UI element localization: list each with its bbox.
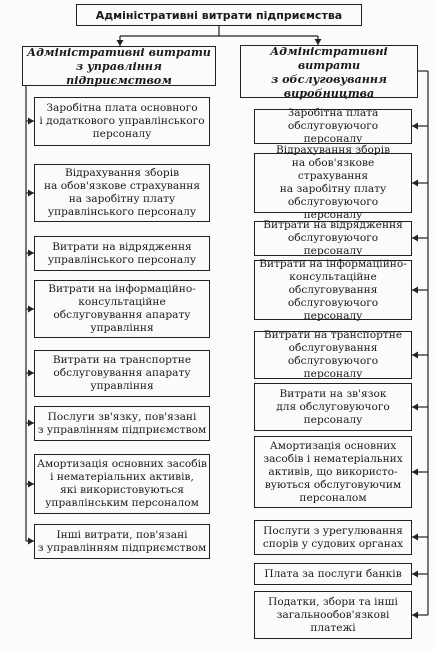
left-item-6: Послуги зв'язку, пов'язані з управлінням підприємством (34, 406, 210, 441)
arrow-left-icon (412, 571, 418, 578)
left-item-7: Амортизація основних засобів і нематеріальних активів, які використовуються управлінським персоналом (34, 454, 210, 514)
top-title-box (76, 4, 362, 26)
left-item-8: Інші витрати, пов'язані з управлінням підприємством (34, 524, 210, 559)
right-heading-box (240, 45, 418, 98)
diagram-title: Адміністративні витрати підприємства (95, 8, 343, 22)
arrow-left-icon (412, 352, 418, 359)
arrow-left-icon (412, 287, 418, 294)
right-item-9: Плата за послуги банків (254, 563, 412, 585)
arrow-left-icon (412, 235, 418, 242)
arrow-left-icon (412, 123, 418, 130)
right-item-8: Послуги з урегулювання спорів у судових органах (254, 520, 412, 555)
left-item-4: Витрати на інформаційно- консультаційне обслуговування апарату управління (34, 280, 210, 338)
right-item-10: Податки, збори та інші загальнообов'язкові платежі (254, 591, 412, 639)
right-item-6: Витрати на зв'язок для обслуговуючого персоналу (254, 383, 412, 431)
right-heading: Адміністративні витрати з обслуговування виробництва (270, 43, 388, 100)
left-item-1: Заробітна плата основного і додаткового управлінського персоналу (34, 97, 210, 146)
right-item-5: Витрати на транспортне обслуговування обслуговуючого персоналу (254, 331, 412, 379)
left-item-3: Витрати на відрядження управлінського персоналу (34, 236, 210, 271)
right-item-7: Амортизація основних засобів і нематеріальних активів, що використо- вуються обслуговуючим персоналом (254, 436, 412, 508)
arrow-left-icon (412, 180, 418, 187)
right-item-4: Витрати на інформаційно- консультаційне обслуговування обслуговуючого персоналу (254, 260, 412, 320)
arrow-left-icon (412, 534, 418, 541)
right-item-2: Відрахування зборів на обов'язкове страхування на заробітну плату обслуговуючого персоналу (254, 153, 412, 213)
left-heading-box (22, 46, 216, 86)
arrow-left-icon (412, 404, 418, 411)
right-item-1: Заробітна плата обслуговуючого персоналу (254, 109, 412, 144)
arrow-left-icon (412, 469, 418, 476)
arrow-left-icon (412, 612, 418, 619)
left-item-5: Витрати на транспортне обслуговування апарату управління (34, 350, 210, 397)
left-heading: Адміністративні витрати з управління підприємством (27, 45, 211, 87)
right-item-3: Витрати на відрядження обслуговуючого персоналу (254, 221, 412, 256)
left-item-2: Відрахування зборів на обов'язкове страхування на заробітну плату управлінського персоналу (34, 164, 210, 222)
